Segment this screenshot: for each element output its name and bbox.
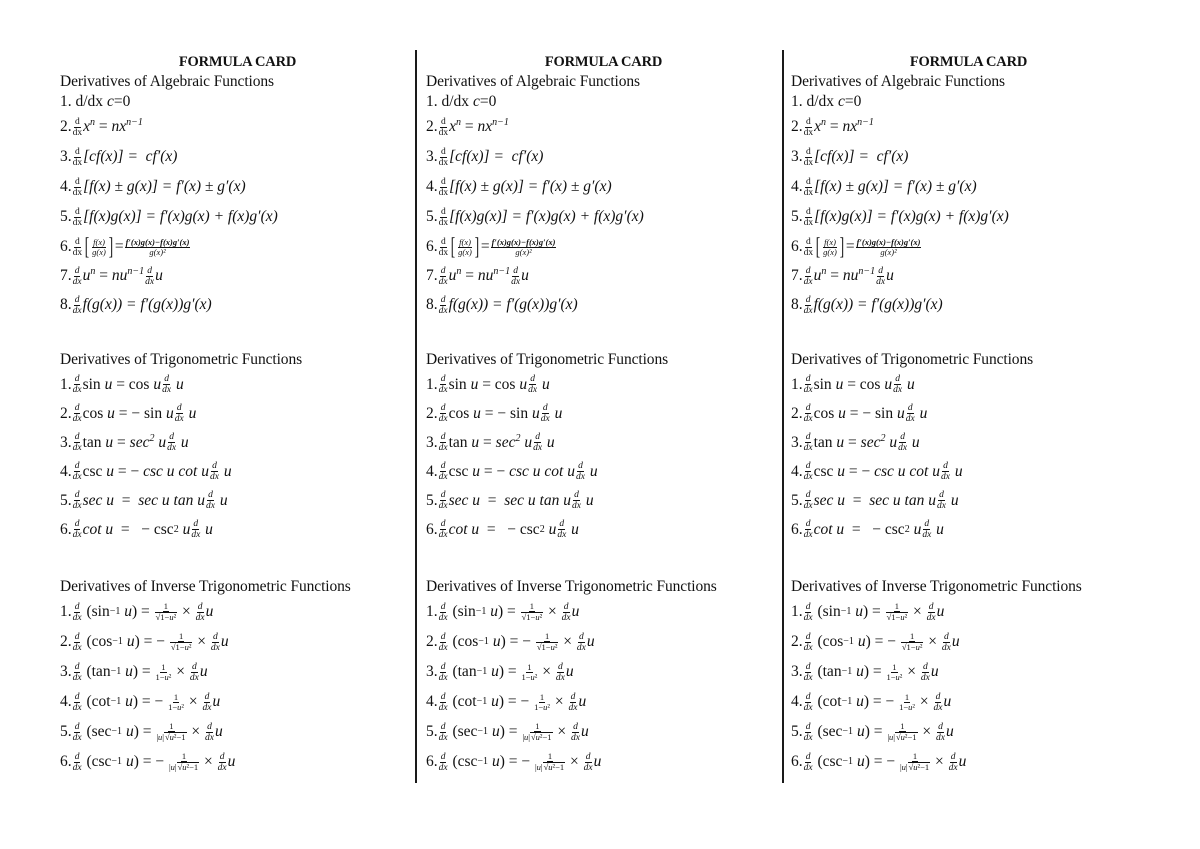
algebraic-formula-5: 5. d dx [f(x)g(x)] = f′(x)g(x) + f(x)g′(x) xyxy=(426,206,644,228)
trig-formula-4: 4. d dx csc u = − csc u cot u d dx u xyxy=(426,461,598,482)
trig-formula-5: 5. d dx sec u = sec u tan u d dx u xyxy=(60,490,228,511)
trig-formula-6: 6. d dx cot u = − csc 2 u d dx u xyxy=(791,519,944,540)
algebraic-formula-5: 5. d dx [f(x)g(x)] = f′(x)g(x) + f(x)g′(x) xyxy=(60,206,278,228)
trig-formula-4: 4. d dx csc u = − csc u cot u d dx u xyxy=(791,461,963,482)
algebraic-formula-3: 3. d dx [cf(x)] = cf′(x) xyxy=(60,146,178,168)
card-title: FORMULA CARD xyxy=(544,54,663,70)
trig-formula-1: 1. d dx sin u = cos u d dx u xyxy=(791,374,915,395)
section-title-algebraic: Derivatives of Algebraic Functions xyxy=(791,73,1005,90)
algebraic-formula-6: 6. d dx [ f(x) g(x) ] = f′(x)g(x)−f(x)g′(x) g(x)² xyxy=(791,234,921,260)
inverse-formula-6: 6. d dx (csc −1 u ) = − 1 |u|√u²−1 × d dx u xyxy=(791,751,967,773)
algebraic-formula-2: 2. d dx $x^n$ = $nx^{n-1}$ xyxy=(60,116,143,138)
inverse-formula-3: 3. d dx (tan −1 u ) = 1 1−u² × d dx u xyxy=(791,661,939,683)
algebraic-formula-6: 6. d dx [ f(x) g(x) ] = f′(x)g(x)−f(x)g′(x) g(x)² xyxy=(426,234,556,260)
trig-formula-1: 1. d dx sin u = cos u d dx u xyxy=(60,374,184,395)
trig-formula-6: 6. d dx cot u = − csc 2 u d dx u xyxy=(426,519,579,540)
section-title-algebraic: Derivatives of Algebraic Functions xyxy=(426,73,640,90)
algebraic-formula-3: 3. d dx [cf(x)] = cf′(x) xyxy=(426,146,544,168)
section-title-inverse-trigonometric: Derivatives of Inverse Trigonometric Functions xyxy=(426,578,717,595)
algebraic-formula-8: 8. d dx f(g(x)) = f′(g(x))g′(x) xyxy=(791,294,943,316)
algebraic-formula-1: 1. d/dx c =0 xyxy=(426,93,497,110)
inverse-formula-3: 3. d dx (tan −1 u ) = 1 1−u² × d dx u xyxy=(60,661,208,683)
inverse-formula-6: 6. d dx (csc −1 u ) = − 1 |u|√u²−1 × d dx u xyxy=(60,751,236,773)
algebraic-formula-8: 8. d dx f(g(x)) = f′(g(x))g′(x) xyxy=(426,294,578,316)
column-divider-1 xyxy=(415,50,417,783)
card-title: FORMULA CARD xyxy=(909,54,1028,70)
formula-card-column-2 xyxy=(426,53,781,777)
trig-formula-4: 4. d dx csc u = − csc u cot u d dx u xyxy=(60,461,232,482)
section-title-trigonometric: Derivatives of Trigonometric Functions xyxy=(426,351,669,368)
trig-formula-6: 6. d dx cot u = − csc 2 u d dx u xyxy=(60,519,213,540)
section-title-trigonometric: Derivatives of Trigonometric Functions xyxy=(791,351,1034,368)
formula-card-column-1 xyxy=(60,53,415,777)
card-title: FORMULA CARD xyxy=(178,54,297,70)
trig-formula-3: 3. d dx tan u = $\sec^2 u$ d dx u xyxy=(60,432,189,453)
inverse-formula-2: 2. d dx (cos −1 u ) = − 1 √1−u² × d dx u xyxy=(426,631,595,653)
algebraic-formula-6: 6. d dx [ f(x) g(x) ] = f′(x)g(x)−f(x)g′(x) g(x)² xyxy=(60,234,190,260)
inverse-formula-5: 5. d dx (sec −1 u ) = 1 |u|√u²−1 × d dx u xyxy=(60,721,223,743)
trig-formula-2: 2. d dx cos u = − sin u d dx u xyxy=(791,403,928,424)
section-title-inverse-trigonometric: Derivatives of Inverse Trigonometric Functions xyxy=(791,578,1082,595)
algebraic-formula-4: 4. d dx [f(x) ± g(x)] = f′(x) ± g′(x) xyxy=(60,176,246,198)
column-divider-2 xyxy=(782,50,784,783)
trig-formula-5: 5. d dx sec u = sec u tan u d dx u xyxy=(426,490,594,511)
algebraic-formula-7: 7. d dx $u^n$ = $nu^{n-1}$ d dx u xyxy=(426,265,529,287)
section-title-inverse-trigonometric: Derivatives of Inverse Trigonometric Functions xyxy=(60,578,351,595)
algebraic-formula-7: 7. d dx $u^n$ = $nu^{n-1}$ d dx u xyxy=(791,265,894,287)
formula-card-column-3 xyxy=(791,53,1146,777)
inverse-formula-5: 5. d dx (sec −1 u ) = 1 |u|√u²−1 × d dx u xyxy=(426,721,589,743)
algebraic-formula-3: 3. d dx [cf(x)] = cf′(x) xyxy=(791,146,909,168)
trig-formula-2: 2. d dx cos u = − sin u d dx u xyxy=(426,403,563,424)
inverse-formula-4: 4. d dx (cot −1 u ) = − 1 1−u² × d dx u xyxy=(60,691,221,713)
algebraic-formula-1: 1. d/dx c =0 xyxy=(791,93,862,110)
algebraic-formula-2: 2. d dx $x^n$ = $nx^{n-1}$ xyxy=(426,116,509,138)
inverse-formula-2: 2. d dx (cos −1 u ) = − 1 √1−u² × d dx u xyxy=(791,631,960,653)
inverse-formula-1: 1. d dx (sin −1 u ) = 1 √1−u² × d dx u xyxy=(60,601,214,623)
trig-formula-3: 3. d dx tan u = $\sec^2 u$ d dx u xyxy=(791,432,920,453)
algebraic-formula-5: 5. d dx [f(x)g(x)] = f′(x)g(x) + f(x)g′(x) xyxy=(791,206,1009,228)
algebraic-formula-7: 7. d dx $u^n$ = $nu^{n-1}$ d dx u xyxy=(60,265,163,287)
trig-formula-5: 5. d dx sec u = sec u tan u d dx u xyxy=(791,490,959,511)
inverse-formula-4: 4. d dx (cot −1 u ) = − 1 1−u² × d dx u xyxy=(426,691,587,713)
section-title-trigonometric: Derivatives of Trigonometric Functions xyxy=(60,351,303,368)
inverse-formula-5: 5. d dx (sec −1 u ) = 1 |u|√u²−1 × d dx u xyxy=(791,721,954,743)
inverse-formula-1: 1. d dx (sin −1 u ) = 1 √1−u² × d dx u xyxy=(426,601,580,623)
inverse-formula-6: 6. d dx (csc −1 u ) = − 1 |u|√u²−1 × d dx u xyxy=(426,751,602,773)
inverse-formula-4: 4. d dx (cot −1 u ) = − 1 1−u² × d dx u xyxy=(791,691,952,713)
algebraic-formula-8: 8. d dx f(g(x)) = f′(g(x))g′(x) xyxy=(60,294,212,316)
inverse-formula-1: 1. d dx (sin −1 u ) = 1 √1−u² × d dx u xyxy=(791,601,945,623)
algebraic-formula-4: 4. d dx [f(x) ± g(x)] = f′(x) ± g′(x) xyxy=(791,176,977,198)
trig-formula-2: 2. d dx cos u = − sin u d dx u xyxy=(60,403,197,424)
inverse-formula-2: 2. d dx (cos −1 u ) = − 1 √1−u² × d dx u xyxy=(60,631,229,653)
algebraic-formula-1: 1. d/dx c =0 xyxy=(60,93,131,110)
section-title-algebraic: Derivatives of Algebraic Functions xyxy=(60,73,274,90)
trig-formula-1: 1. d dx sin u = cos u d dx u xyxy=(426,374,550,395)
algebraic-formula-4: 4. d dx [f(x) ± g(x)] = f′(x) ± g′(x) xyxy=(426,176,612,198)
inverse-formula-3: 3. d dx (tan −1 u ) = 1 1−u² × d dx u xyxy=(426,661,574,683)
algebraic-formula-2: 2. d dx $x^n$ = $nx^{n-1}$ xyxy=(791,116,874,138)
trig-formula-3: 3. d dx tan u = $\sec^2 u$ d dx u xyxy=(426,432,555,453)
